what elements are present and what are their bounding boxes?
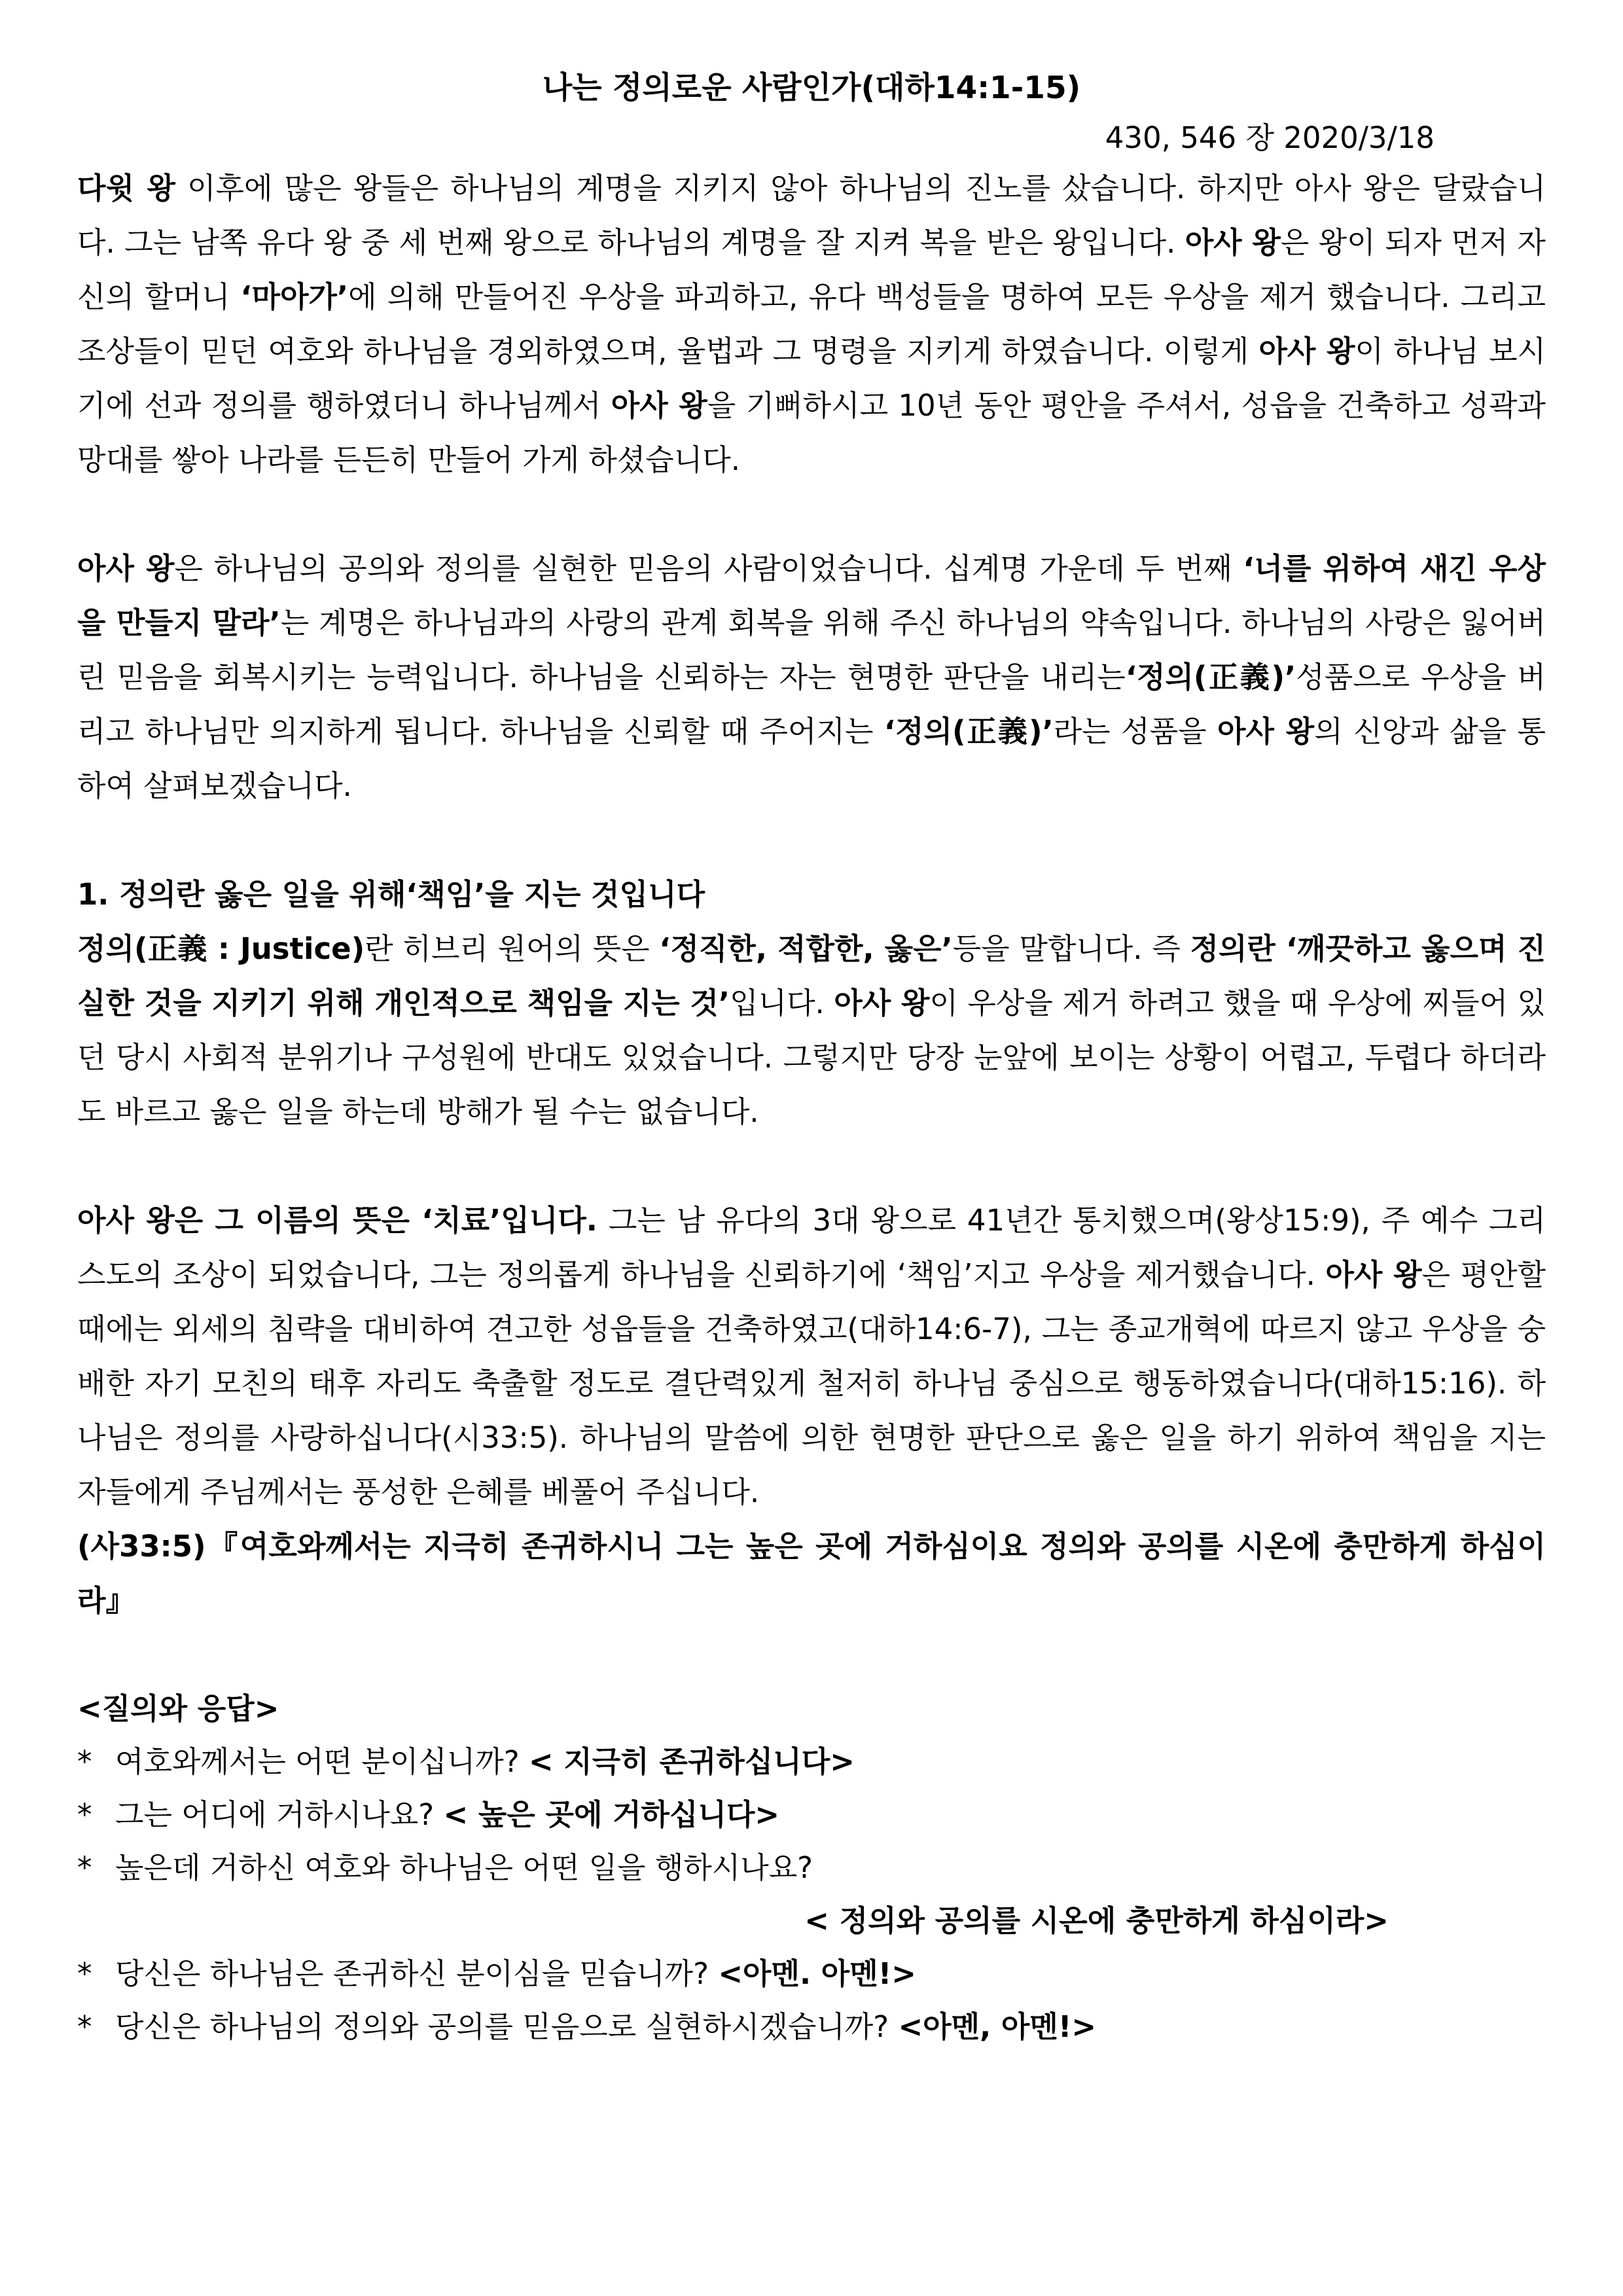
emphasis-text: 아사 왕 [1258,333,1355,368]
qa-question: 그는 어디에 거하시나요? [115,1797,444,1832]
body-text: 란 히브리 원어의 뜻은 [365,931,660,966]
document-page [77,65,1546,2053]
bullet-icon: * [77,1744,92,1779]
emphasis-text: 아사 왕 [1217,713,1315,749]
qa-item [77,1841,1546,1894]
body-text: 이 하나님 보시기에 선과 정의를 행하였더니 하나님께서 [77,333,1546,423]
qa-question: 높은데 거하신 여호와 하나님은 어떤 일을 행하시나요? [115,1850,813,1885]
emphasis-text: 아사 왕 [1325,1257,1422,1292]
emphasis-text: 아사 왕 [1185,224,1281,260]
body-text: 은 평안할 때에는 외세의 침략을 대비하여 견고한 성읍들을 건축하였고(대하14:6-7), 그는 종교개혁에 따르지 않고 우상을 숭배한 자기 모친의 태후 자리도 축출할 정도로 결단력있게 철저히 하나님 중심으로 행동하였습니다(대하15:16). 하나님은 정의를 사랑하십니다(시33:5). 하나님의 말씀에 의한 현명한 판단으로 옳은 일을 하기 위하여 책임을 지는 자들에게 주님께서는 풍성한 은혜를 베풀어 주십니다. [77,1257,1546,1509]
scripture-verse: (사33:5)『여호와께서는 지극히 존귀하시니 그는 높은 곳에 거하심이요 정의와 공의를 시온에 충만하게 하심이라』 [77,1528,1546,1618]
emphasis-text: ‘너를 위하여 새긴 우상을 만들지 말라’ [77,550,1546,640]
body-text: 성품으로 우상을 버리고 하나님만 의지하게 됩니다. 하나님을 신뢰할 때 주어지는 [77,659,1546,749]
section-heading-1: 1. 정의란 옳은 일을 위해‘책임’을 지는 것입니다 [77,876,705,912]
bullet-icon: * [77,2009,92,2044]
body-text: 의 신앙과 삶을 통하여 살펴보겠습니다. [77,713,1546,803]
body-text: 은 왕이 되자 먼저 자신의 할머니 [77,224,1546,314]
bullet-icon: * [77,1956,92,1991]
emphasis-text: 아사 왕은 그 이름의 뜻은 ‘치료’입니다. [77,1202,597,1238]
bullet-icon: * [77,1797,92,1832]
body-text: 은 하나님의 공의와 정의를 실현한 믿음의 사람이었습니다. 십계명 가운데 두 번째 [174,550,1243,586]
body-text: 는 계명은 하나님과의 사랑의 관계 회복을 위해 주신 하나님의 약속입니다. 하나님의 사랑은 잃어버린 믿음을 회복시키는 능력입니다. 하나님을 신뢰하는 자는 현명한 판단을 내리는 [77,605,1546,694]
emphasis-text: 아사 왕 [611,387,707,423]
body-text: 등을 말합니다. 즉 [952,931,1190,966]
body-text: 에 의해 만들어진 우상을 파괴하고, 유다 백성들을 명하여 모든 우상을 제거 했습니다. 그리고 조상들이 믿던 여호와 하나님을 경외하였으며, 율법과 그 명령을 지키게 하였습니다. 이렇게 [77,279,1546,368]
qa-answer: < 지극히 존귀하십니다> [528,1744,855,1779]
paragraph-1 [77,161,1546,487]
paragraph-2 [77,541,1546,813]
emphasis-text: 아사 왕 [834,985,930,1020]
body-text: 그는 남 유다의 3대 왕으로 41년간 통치했으며(왕상15:9), 주 예수 그리스도의 조상이 되었습니다, 그는 정의롭게 하나님을 신뢰하기에 ‘책임’지고 우상을 제거했습니다. [77,1202,1546,1292]
body-text: 라는 성품을 [1053,713,1218,749]
sermon-title: 나는 정의로운 사람인가(대하14:1-15) [542,70,1081,106]
body-text: 이후에 많은 왕들은 하나님의 계명을 지키지 않아 하나님의 진노를 샀습니다. 하지만 아사 왕은 달랐습니다. 그는 남쪽 유다 왕 중 세 번째 왕으로 하나님의 계명을 잘 지켜 복을 받은 왕입니다. [77,170,1546,260]
emphasis-text: 아사 왕 [77,550,175,586]
paragraph-4 [77,1193,1546,1519]
emphasis-text: ‘정직한, 적합한, 옳은’ [659,931,953,966]
qa-question: 당신은 하나님의 정의와 공의를 믿음으로 실현하시겠습니까? [115,2009,899,2044]
qa-answer-3: < 정의와 공의를 시온에 충만하게 하심이라> [804,1903,1389,1938]
hymn-and-date: 430, 546 장 2020/3/18 [1105,120,1435,155]
qa-item [77,2000,1546,2053]
emphasis-text: ‘정의(正義)’ [1125,659,1296,694]
emphasis-text: ‘정의(正義)’ [883,713,1054,749]
qa-item [77,1947,1546,2000]
qa-question: 여호와께서는 어떤 분이십니까? [115,1744,529,1779]
body-text: 을 기뻐하시고 10년 동안 평안을 주셔서, 성읍을 건축하고 성곽과 망대를 쌓아 나라를 든든히 만들어 가게 하셨습니다. [77,387,1546,477]
qa-list [77,1735,1546,2053]
qa-title: <질의와 응답> [77,1691,279,1726]
qa-answer: <아멘. 아멘!> [718,1956,916,1991]
qa-item [77,1735,1546,1788]
qa-item [77,1788,1546,1841]
body-text: 이 우상을 제거 하려고 했을 때 우상에 찌들어 있던 당시 사회적 분위기나 구성원에 반대도 있었습니다. 그렇지만 당장 눈앞에 보이는 상황이 어렵고, 두렵다 하더라도 바르고 옳은 일을 하는데 방해가 될 수는 없습니다. [77,985,1546,1129]
paragraph-3 [77,922,1546,1139]
qa-answer: < 높은 곳에 거하십니다> [443,1797,780,1832]
bullet-icon: * [77,1850,92,1885]
emphasis-text: ‘마아가’ [240,279,349,314]
emphasis-text: 다윗 왕 [77,170,175,206]
qa-answer: <아멘, 아멘!> [898,2009,1097,2044]
emphasis-text: 정의(正義 : Justice) [77,931,365,966]
body-text: 입니다. [730,985,834,1020]
qa-question: 당신은 하나님은 존귀하신 분이심을 믿습니까? [115,1956,719,1991]
emphasis-text: 정의란 ‘깨끗하고 옳으며 진실한 것을 지키기 위해 개인적으로 책임을 지는 것’ [77,931,1546,1020]
